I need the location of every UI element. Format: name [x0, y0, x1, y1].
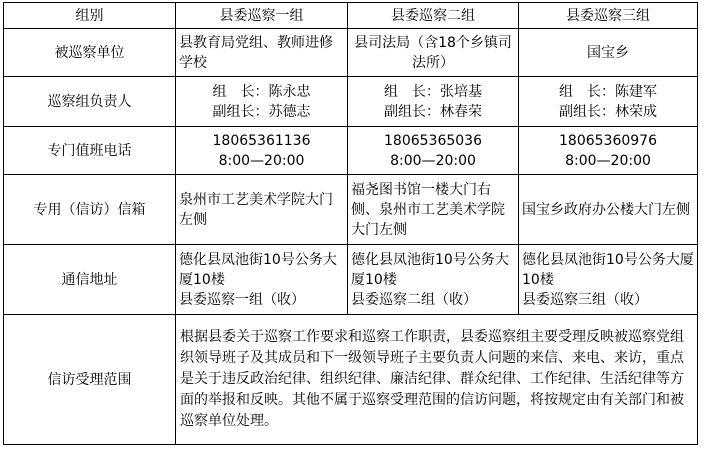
mailbox-group2: 福尧图书馆一楼大门右侧、泉州市工艺美术学院大门左侧 [348, 175, 519, 245]
header-group2: 县委巡察二组 [348, 3, 519, 29]
unit-row [4, 29, 698, 77]
address-group3 [519, 245, 698, 315]
phone-group1-hours: 8:00—20:00 [218, 152, 305, 169]
unit-label: 被巡察单位 [4, 29, 176, 77]
leader-label: 巡察组负责人 [4, 77, 176, 127]
address-group1-street: 德化县凤池街10号公务大厦10楼 [179, 251, 337, 288]
leader-group3-deputy: 副组长：林荣成 [559, 103, 657, 120]
leader-group1-head: 组 长：陈永忠 [212, 83, 311, 100]
leader-row [4, 77, 698, 127]
address-group3-recipient: 县委巡察三组（收） [522, 291, 648, 308]
unit-group3: 国宝乡 [519, 29, 698, 77]
address-group2-street: 德化县凤池街10号公务大厦10楼 [351, 251, 509, 288]
phone-group3 [519, 127, 698, 175]
phone-group2-hours: 8:00—20:00 [390, 152, 476, 169]
scope-row [4, 315, 698, 445]
address-group1 [176, 245, 348, 315]
leader-group2-deputy: 副组长：林春荣 [384, 103, 482, 120]
header-row [4, 3, 698, 29]
leader-group1-deputy: 副组长：苏德志 [212, 103, 311, 120]
phone-group1 [176, 127, 348, 175]
phone-group3-number: 18065360976 [559, 132, 657, 149]
mailbox-group1: 泉州市工艺美术学院大门左侧 [176, 175, 348, 245]
phone-group1-number: 18065361136 [212, 132, 311, 149]
leader-group3-head: 组 长：陈建军 [559, 83, 657, 100]
address-row [4, 245, 698, 315]
header-col-label: 组别 [4, 3, 176, 29]
leader-group2-head: 组 长：张培基 [384, 83, 482, 100]
unit-group1: 县教育局党组、教师进修学校 [176, 29, 348, 77]
address-label: 通信地址 [4, 245, 176, 315]
inspection-info-table [3, 2, 698, 445]
leader-group2 [348, 77, 519, 127]
phone-label: 专门值班电话 [4, 127, 176, 175]
phone-group2 [348, 127, 519, 175]
leader-group3 [519, 77, 698, 127]
header-group1: 县委巡察一组 [176, 3, 348, 29]
mailbox-group3: 国宝乡政府办公楼大门左侧 [519, 175, 698, 245]
phone-group3-hours: 8:00—20:00 [565, 152, 651, 169]
scope-label: 信访受理范围 [4, 315, 176, 445]
address-group3-street: 德化县凤池街10号公务大厦10楼 [522, 251, 694, 288]
phone-row [4, 127, 698, 175]
address-group2-recipient: 县委巡察二组（收） [351, 291, 477, 308]
address-group2 [348, 245, 519, 315]
phone-group2-number: 18065365036 [384, 132, 482, 149]
unit-group2: 县司法局（含18个乡镇司法所） [348, 29, 519, 77]
scope-text: 根据县委关于巡察工作要求和巡察工作职责，县委巡察组主要受理反映被巡察党组织领导班子及其成员和下一级领导班子主要负责人问题的来信、来电、来访，重点是关于违反政治纪律、组织纪律、廉洁纪律、群众纪律、工作纪律、生活纪律等方面的举报和反映。其他不属于巡察受理范围的信访问题，将按规定由有关部门和被巡察单位处理。 [176, 315, 698, 445]
mailbox-row [4, 175, 698, 245]
leader-group1 [176, 77, 348, 127]
address-group1-recipient: 县委巡察一组（收） [179, 291, 305, 308]
mailbox-label: 专用（信访）信箱 [4, 175, 176, 245]
header-group3: 县委巡察三组 [519, 3, 698, 29]
